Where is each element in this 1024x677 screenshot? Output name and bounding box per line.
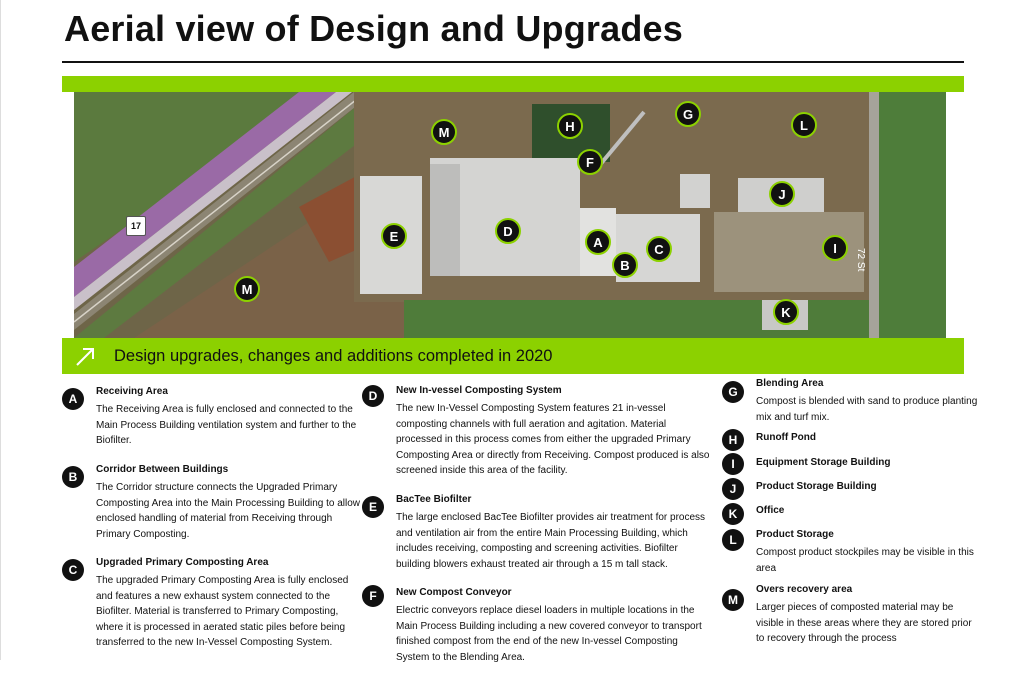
- legend-marker-k: K: [722, 503, 744, 525]
- legend-heading: Office: [756, 505, 785, 516]
- legend-body: The Receiving Area is fully enclosed and connected to the Main Process Building ventilation system and further to the Biofilter.: [96, 404, 357, 447]
- legend-heading: Overs recovery area: [756, 584, 853, 595]
- page-left-border: [0, 0, 1, 660]
- section-banner-text: Design upgrades, changes and additions completed in 2020: [114, 347, 553, 365]
- map-marker-e: E: [381, 223, 407, 249]
- map-marker-b: B: [612, 252, 638, 278]
- legend-heading: Equipment Storage Building: [756, 457, 891, 468]
- legend-heading: Product Storage Building: [756, 481, 877, 492]
- legend-body: Compost is blended with sand to produce planting mix and turf mix.: [756, 396, 978, 423]
- legend-marker-a: A: [62, 388, 84, 410]
- map-marker-j: J: [769, 181, 795, 207]
- legend-marker-m: M: [722, 589, 744, 611]
- map-marker-i: I: [822, 235, 848, 261]
- legend-body: The large enclosed BacTee Biofilter provides air treatment for process and ventilation air from the entire Main Processing Building, which includes receiving, composting and screening activities. Biofilter building blowers exhaust treated air through a 15 m tall stack.: [396, 512, 706, 570]
- legend-marker-c: C: [62, 559, 84, 581]
- legend-marker-h: H: [722, 429, 744, 451]
- legend-heading: Corridor Between Buildings: [96, 464, 229, 475]
- legend-marker-b: B: [62, 466, 84, 488]
- legend-heading: Runoff Pond: [756, 432, 816, 443]
- title-underline: [62, 61, 964, 63]
- legend-heading: Blending Area: [756, 378, 824, 389]
- map-marker-f: F: [577, 149, 603, 175]
- route-17-sign: 17: [126, 216, 146, 236]
- map-marker-m-south: M: [234, 276, 260, 302]
- legend-body: The upgraded Primary Composting Area is fully enclosed and features a new exhaust system connected to the Biofilter. Material is transferred to Primary Composting, where it is processed in aerated static piles before being transferred to the new In-Vessel Composting System.: [96, 575, 349, 649]
- legend-marker-f: F: [362, 585, 384, 607]
- map-marker-c: C: [646, 236, 672, 262]
- legend-heading: New In-vessel Composting System: [396, 385, 562, 396]
- legend-heading: Receiving Area: [96, 386, 168, 397]
- map-marker-g: G: [675, 101, 701, 127]
- legend-marker-j: J: [722, 478, 744, 500]
- legend-marker-i: I: [722, 453, 744, 475]
- map-marker-k: K: [773, 299, 799, 325]
- section-banner: [62, 338, 964, 374]
- legend-heading: New Compost Conveyor: [396, 587, 512, 598]
- street-label: 72 St: [855, 248, 866, 272]
- legend-body: Compost product stockpiles may be visible in this area: [756, 547, 974, 574]
- legend-body: Electric conveyors replace diesel loaders in multiple locations in the Main Process Building including a new covered conveyor to transport finished compost from the end of the new In-vessel Composting System to the Blending Area.: [396, 605, 702, 663]
- legend-body: The new In-Vessel Composting System features 21 in-vessel composting channels with full aeration and agitation. Material processed in this process comes from either the upgraded Primary Composting Area or directly from Receiving. Compost produced is also screened inside this area of the facility.: [396, 403, 710, 477]
- page-title: Aerial view of Design and Upgrades: [64, 8, 683, 49]
- legend-marker-l: L: [722, 529, 744, 551]
- legend-marker-d: D: [362, 385, 384, 407]
- legend-heading: BacTee Biofilter: [396, 494, 472, 505]
- legend-body: Larger pieces of composted material may be visible in these areas where they are stored prior to recovery through the process: [756, 602, 972, 645]
- legend-marker-e: E: [362, 496, 384, 518]
- aerial-photo: [74, 92, 946, 338]
- top-accent-bar: [62, 76, 964, 92]
- legend-heading: Product Storage: [756, 529, 834, 540]
- legend-marker-g: G: [722, 381, 744, 403]
- map-marker-l: L: [791, 112, 817, 138]
- map-marker-a: A: [585, 229, 611, 255]
- map-marker-m: M: [431, 119, 457, 145]
- map-marker-h: H: [557, 113, 583, 139]
- legend-body: The Corridor structure connects the Upgraded Primary Composting Area into the Main Processing Building to allow enclosed handling of material from Receiving through Primary Composting.: [96, 482, 361, 540]
- legend-heading: Upgraded Primary Composting Area: [96, 557, 269, 568]
- map-marker-d: D: [495, 218, 521, 244]
- arrow-up-right-icon: [74, 346, 96, 368]
